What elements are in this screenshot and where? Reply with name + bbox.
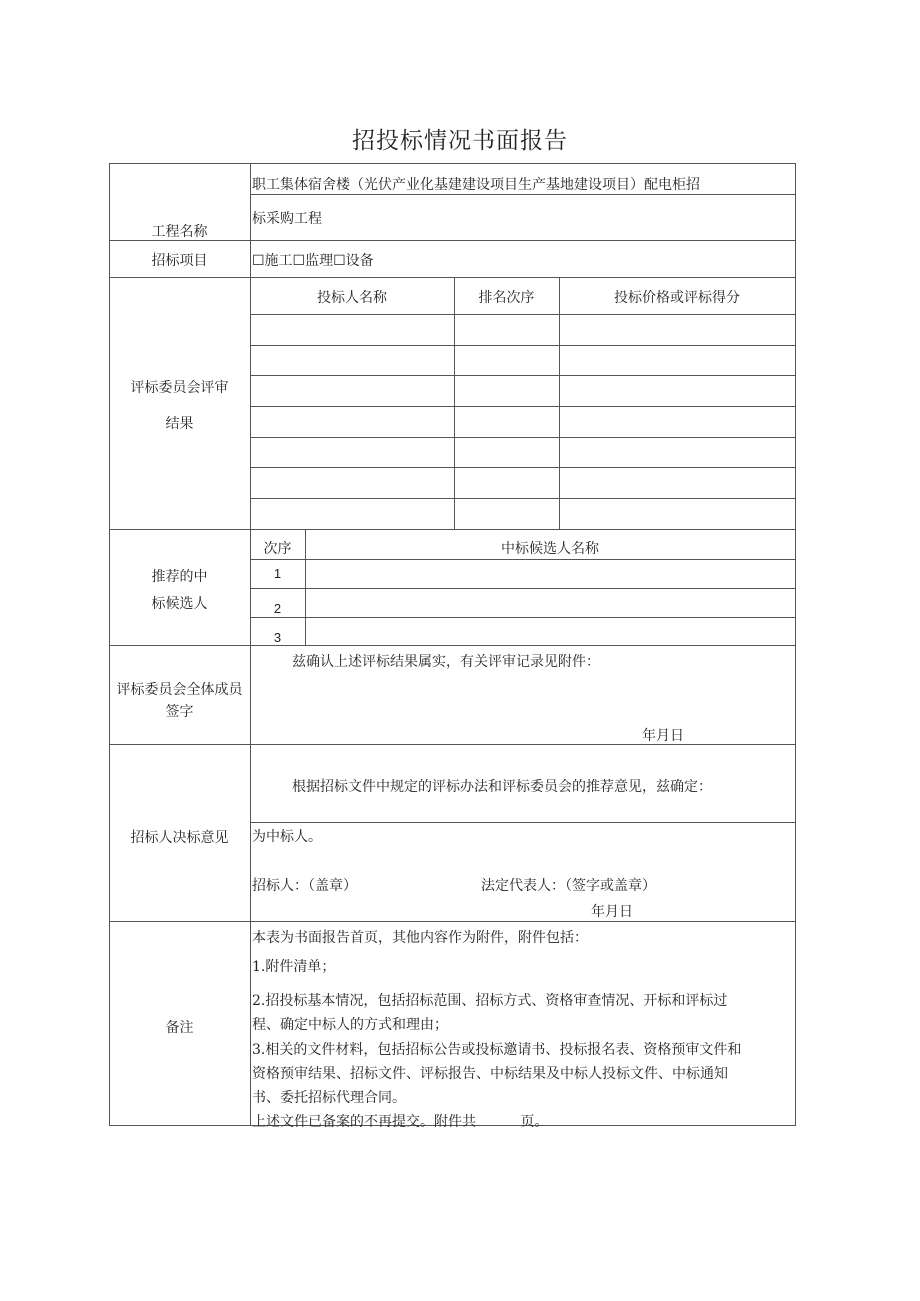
- candidate-order-2: 2: [273, 601, 282, 616]
- table-line: [109, 645, 796, 646]
- evaluation-label-line1: 评标委员会评审: [130, 380, 229, 396]
- remarks-line: 上述文件已备案的不再提交。附件共 页。: [252, 1114, 549, 1130]
- project-name-line2: 标采购工程: [252, 211, 322, 227]
- candidate-order-3: 3: [273, 630, 282, 645]
- remarks-label: 备注: [165, 1020, 194, 1036]
- remarks-line: 3.相关的文件材料，包括招标公告或投标邀请书、投标报名表、资格预审文件和: [252, 1042, 742, 1058]
- candidates-label-line1: 推荐的中: [151, 569, 208, 585]
- bid-item-label: 招标项目: [151, 253, 208, 269]
- order-header: 次序: [263, 541, 292, 557]
- remarks-line: 本表为书面报告首页，其他内容作为附件，附件包括：: [252, 930, 588, 946]
- table-line: [250, 375, 796, 376]
- remarks-line: 资格预审结果、招标文件、评标报告、中标结果及中标人投标文件、中标通知: [252, 1066, 728, 1082]
- evaluation-label-line2: 结果: [165, 416, 194, 432]
- table-line: [109, 163, 796, 164]
- candidate-name-header: 中标候选人名称: [501, 541, 599, 557]
- committee-date: 年月日: [642, 728, 684, 744]
- table-line: [250, 194, 796, 195]
- committee-label-line1: 评标委员会全体成员: [116, 682, 243, 698]
- page-title: 招投标情况书面报告: [352, 128, 568, 154]
- table-line: [250, 617, 796, 618]
- remarks-line: 程、确定中标人的方式和理由；: [252, 1017, 448, 1033]
- table-line: [250, 588, 796, 589]
- table-line: [250, 406, 796, 407]
- decision-label: 招标人决标意见: [130, 830, 229, 846]
- table-line: [250, 437, 796, 438]
- decision-text-line2: 为中标人。: [252, 829, 322, 845]
- table-line: [795, 163, 796, 1126]
- committee-label-line2: 签字: [165, 704, 194, 720]
- tenderer-seal: 招标人：（盖章）: [252, 878, 357, 894]
- table-line: [109, 744, 796, 745]
- candidates-label-line2: 标候选人: [151, 596, 208, 612]
- table-line: [454, 277, 455, 529]
- bidder-name-header: 投标人名称: [317, 290, 387, 306]
- table-line: [559, 277, 560, 529]
- table-line: [250, 345, 796, 346]
- table-line: [250, 822, 796, 823]
- project-name-line1: 职工集体宿舍楼（光伏产业化基建建设项目生产基地建设项目）配电柜招: [252, 177, 700, 193]
- table-line: [250, 559, 796, 560]
- price-score-header: 投标价格或评标得分: [614, 290, 740, 306]
- bid-item-options: ☐施工☐监理☐设备: [252, 253, 374, 269]
- table-line: [250, 498, 796, 499]
- committee-statement: 兹确认上述评标结果属实，有关评审记录见附件：: [292, 654, 600, 670]
- decision-date: 年月日: [591, 904, 633, 920]
- remarks-line: 书、委托招标代理合同。: [252, 1090, 406, 1106]
- table-line: [109, 277, 796, 278]
- table-line: [250, 467, 796, 468]
- decision-text-line1: 根据招标文件中规定的评标办法和评标委员会的推荐意见，兹确定：: [292, 779, 712, 795]
- remarks-line: 2.招投标基本情况，包括招标范围、招标方式、资格审查情况、开标和评标过: [252, 993, 728, 1009]
- legal-representative: 法定代表人：（签字或盖章）: [481, 878, 656, 894]
- ranking-header: 排名次序: [478, 290, 535, 306]
- table-line: [109, 921, 796, 922]
- table-line: [109, 163, 110, 1126]
- remarks-line: 1.附件清单；: [252, 959, 336, 975]
- candidate-order-1: 1: [273, 566, 282, 581]
- project-label: 工程名称: [151, 224, 208, 240]
- table-line: [250, 314, 796, 315]
- table-line: [109, 529, 796, 530]
